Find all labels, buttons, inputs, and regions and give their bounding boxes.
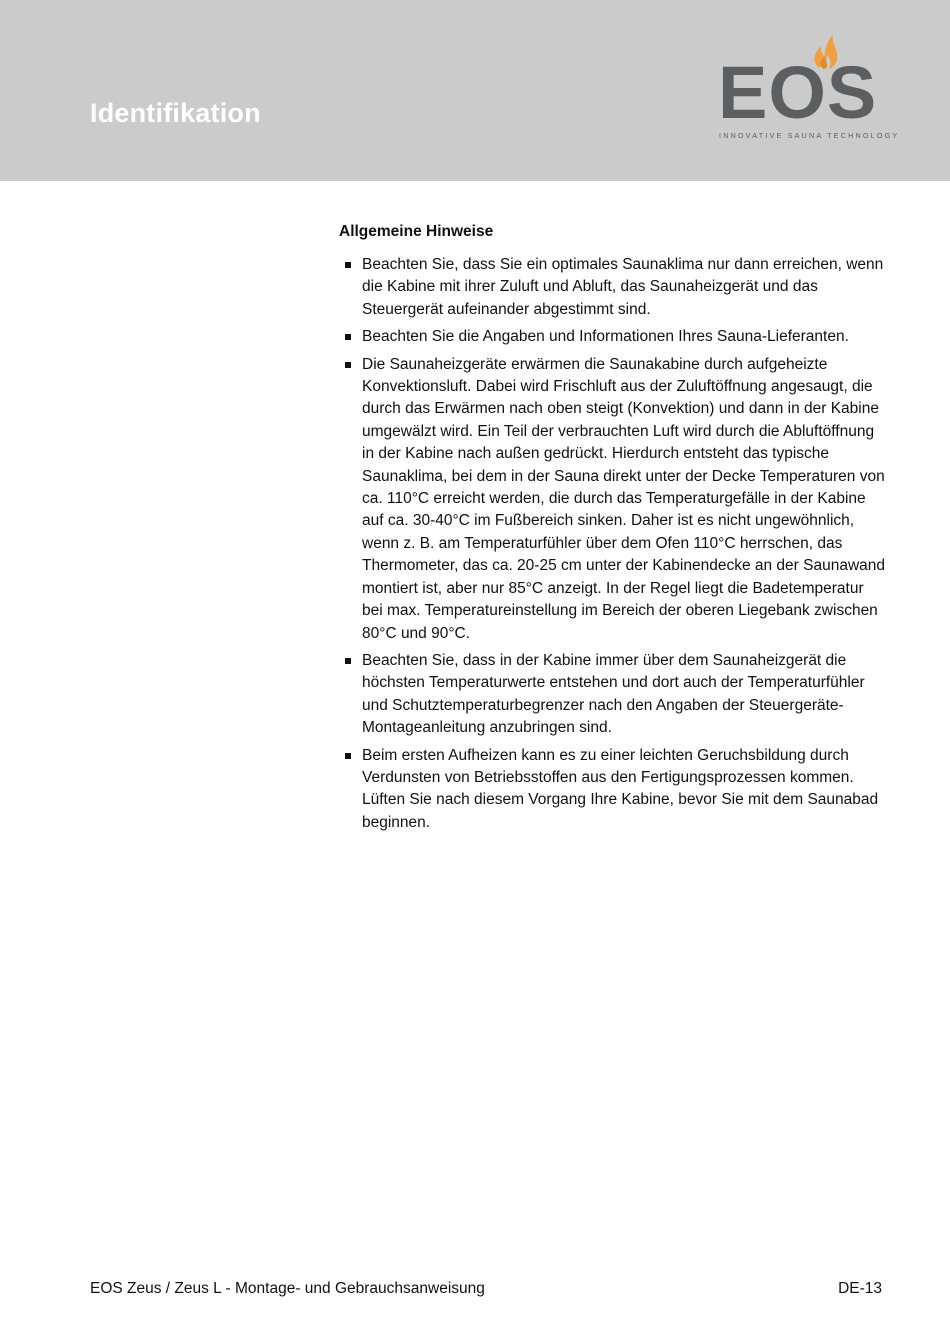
list-item: [339, 254, 887, 321]
document-title: EOS Zeus / Zeus L - Montage- und Gebrauchsanweisung: [90, 1280, 485, 1297]
list-item-text: Beachten Sie, dass Sie ein optimales Saunaklima nur dann erreichen, wenn die Kabine mit ihrer Zuluft und Abluft, das Saunaheizgerät und das Steuergerät aufeinander abgestimmt sind.: [362, 256, 884, 318]
notes-list: [339, 254, 887, 834]
logo-wordmark: EOS: [718, 51, 878, 134]
logo-tagline: INNOVATIVE SAUNA TECHNOLOGY: [719, 131, 900, 140]
list-item-text: Beachten Sie die Angaben und Informationen Ihres Sauna-Lieferanten.: [362, 328, 849, 346]
page-header: [0, 0, 950, 181]
square-bullet-icon: [345, 658, 351, 664]
list-item-text: Beim ersten Aufheizen kann es zu einer leichten Geruchsbildung durch Verdunsten von Betriebsstoffen aus den Fertigungsprozessen kommen. Lüften Sie nach diesem Vorgang Ihre Kabine, bevor Sie mit dem Saunabad beginnen.: [362, 746, 879, 831]
section-heading: Allgemeine Hinweise: [339, 223, 494, 240]
square-bullet-icon: [345, 362, 351, 368]
list-item-text: Die Saunaheizgeräte erwärmen die Saunakabine durch aufgeheizte Konvektionsluft. Dabei wird Frischluft aus der Zuluftöffnung angesaugt, die durch das Erwärmen nach oben steigt (Konvektion) und dann in der Kabine umgewälzt wird. Ein Teil der verbrauchten Luft wird durch die Abluftöffnung in der Kabine nach außen gedrückt. Hierdurch entsteht das typische Saunaklima, bei dem in der Sauna direkt unter der Decke Temperaturen von ca. 110°C erreicht werden, die durch das Temperaturgefälle in der Kabine auf ca. 30-40°C im Fußbereich sinken. Daher ist es nicht ungewöhnlich, wenn z. B. am Temperaturfühler über dem Ofen 110°C herrschen, das Thermometer, das ca. 20-25 cm unter der Kabinendecke an der Saunawand montiert ist, aber nur 85°C anzeigt. In der Regel liegt die Badetemperatur bei max. Temperatureinstellung im Bereich der oberen Liegebank zwischen 80°C und 90°C.: [362, 355, 886, 642]
main-content: [339, 222, 887, 839]
list-item: [339, 326, 887, 348]
page-title: Identifikation: [90, 98, 261, 128]
list-item: [339, 354, 887, 645]
list-item-text: Beachten Sie, dass in der Kabine immer über dem Saunaheizgerät die höchsten Temperaturwerte entstehen und dort auch der Temperaturfühler und Schutztemperaturbegrenzer nach den Angaben der Steuergeräte-Montageanleitung anzubringen sind.: [362, 651, 865, 737]
square-bullet-icon: [345, 334, 351, 340]
page-footer: [90, 1280, 882, 1298]
square-bullet-icon: [345, 753, 351, 759]
page-number: DE-13: [838, 1280, 882, 1297]
eos-logo: [714, 30, 900, 145]
list-item: [339, 745, 887, 835]
square-bullet-icon: [345, 262, 351, 268]
list-item: [339, 650, 887, 740]
